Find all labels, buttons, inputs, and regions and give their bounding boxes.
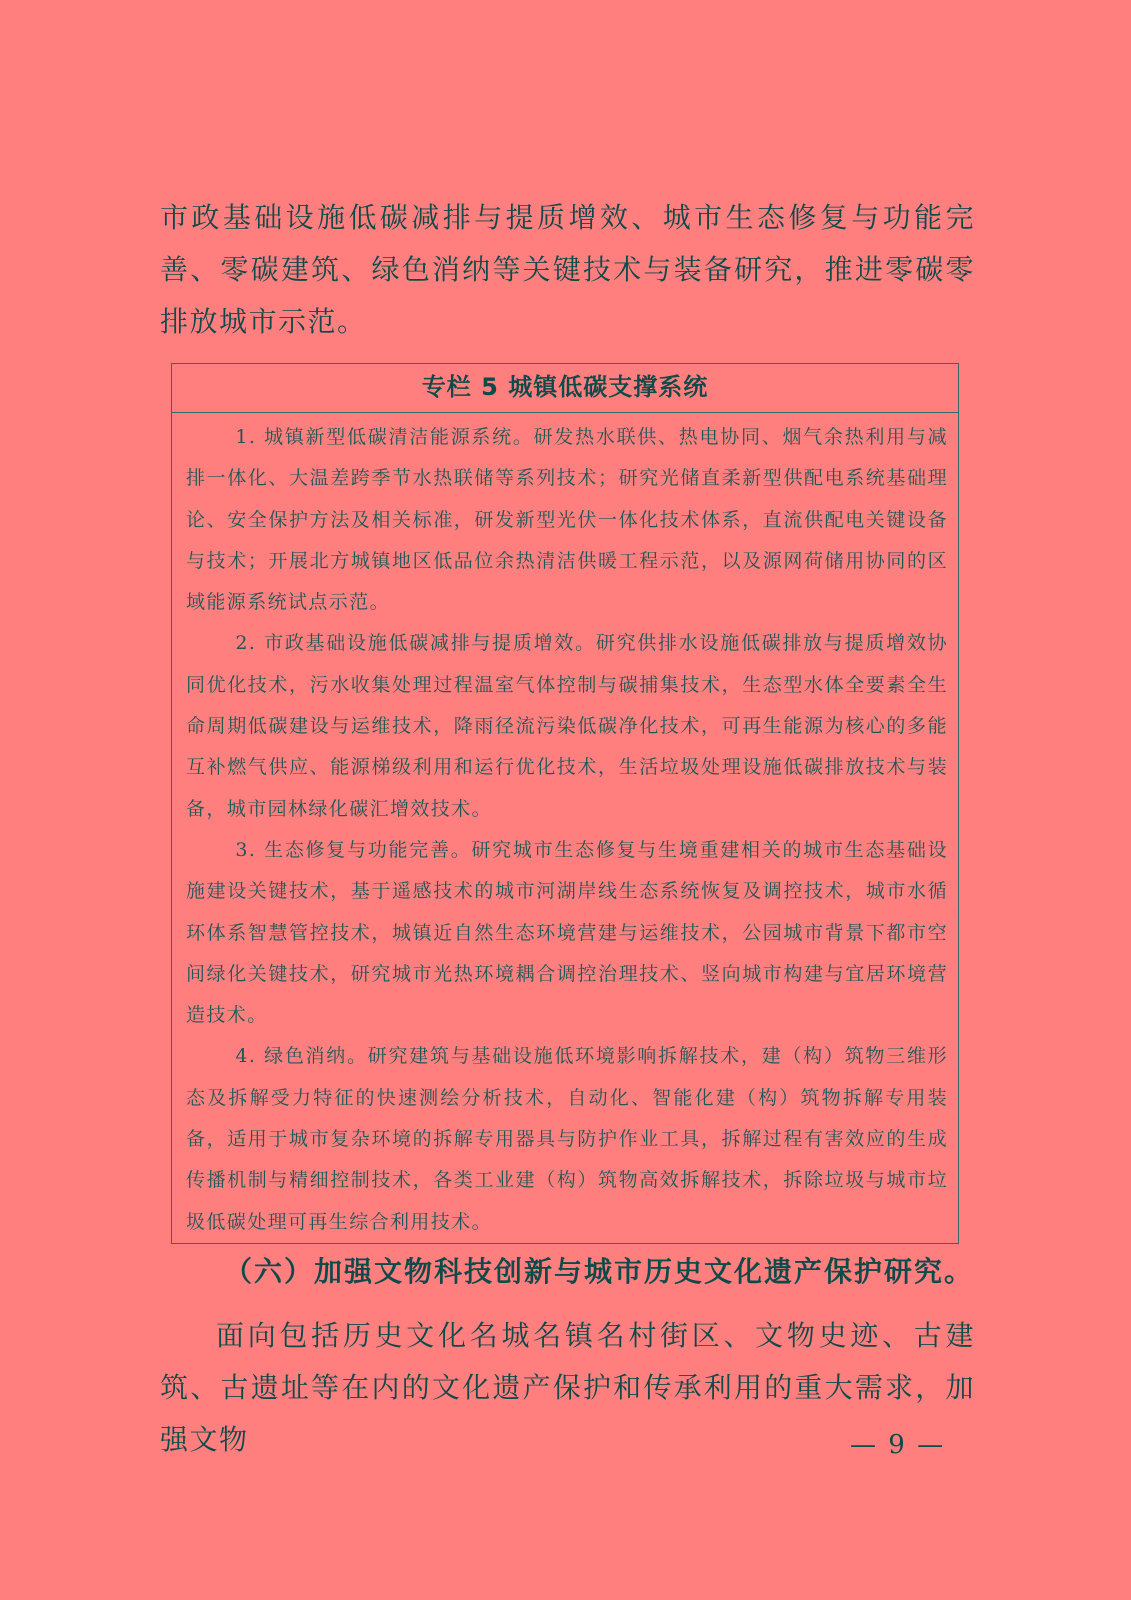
section-heading: （六）加强文物科技创新与城市历史文化遗产保护研究。 xyxy=(224,1255,975,1288)
column-item-1: 1. 城镇新型低碳清洁能源系统。研发热水联供、热电协同、烟气余热利用与减排一体化、大温差跨季节水热联储等系列技术；研究光储直柔新型供配电系统基础理论、安全保护方法及相关标准，研发新型光伏一体化技术体系，直流供配电关键设备与技术；开展北方城镇地区低品位余热清洁供暖工程示范，以及源网荷储用协同的区域能源系统试点示范。 xyxy=(186,426,948,614)
column-item-4: 4. 绿色消纳。研究建筑与基础设施低环境影响拆解技术，建（构）筑物三维形态及拆解受力特征的快速测绘分析技术，自动化、智能化建（构）筑物拆解专用装备，适用于城市复杂环境的拆解专用器具与防护作业工具，拆解过程有害效应的生成传播机制与精细控制技术，各类工业建（构）筑物高效拆解技术，拆除垃圾与城市垃圾低碳处理可再生综合利用技术。 xyxy=(186,1045,948,1233)
intro-paragraph: 市政基础设施低碳减排与提质增效、城市生态修复与功能完善、零碳建筑、绿色消纳等关键技术与装备研究，推进零碳零排放城市示范。 xyxy=(160,201,975,338)
column-item-3: 3. 生态修复与功能完善。研究城市生态修复与生境重建相关的城市生态基础设施建设关键技术，基于遥感技术的城市河湖岸线生态系统恢复及调控技术，城市水循环体系智慧管控技术，城镇近自然生态环境营建与运维技术，公园城市背景下都市空间绿化关键技术，研究城市光热环境耦合调控治理技术、竖向城市构建与宜居环境营造技术。 xyxy=(186,838,948,1027)
column-item-2: 2. 市政基础设施低碳减排与提质增效。研究供排水设施低碳排放与提质增效协同优化技术，污水收集处理过程温室气体控制与碳捕集技术，生态型水体全要素全生命周期低碳建设与运维技术，降雨径流污染低碳净化技术，可再生能源为核心的多能互补燃气供应、能源梯级利用和运行优化技术，生活垃圾处理设施低碳排放技术与装备，城市园林绿化碳汇增效技术。 xyxy=(186,632,948,820)
column-title: 专栏 5 城镇低碳支撑系统 xyxy=(172,364,958,413)
column-box xyxy=(171,363,959,1244)
section-paragraph: 面向包括历史文化名城名镇名村街区、文物史迹、古建筑、古遗址等在内的文化遗产保护和传承利用的重大需求，加强文物 xyxy=(160,1319,975,1456)
column-body xyxy=(172,413,958,1243)
page-number: — 9 — xyxy=(850,1430,946,1460)
